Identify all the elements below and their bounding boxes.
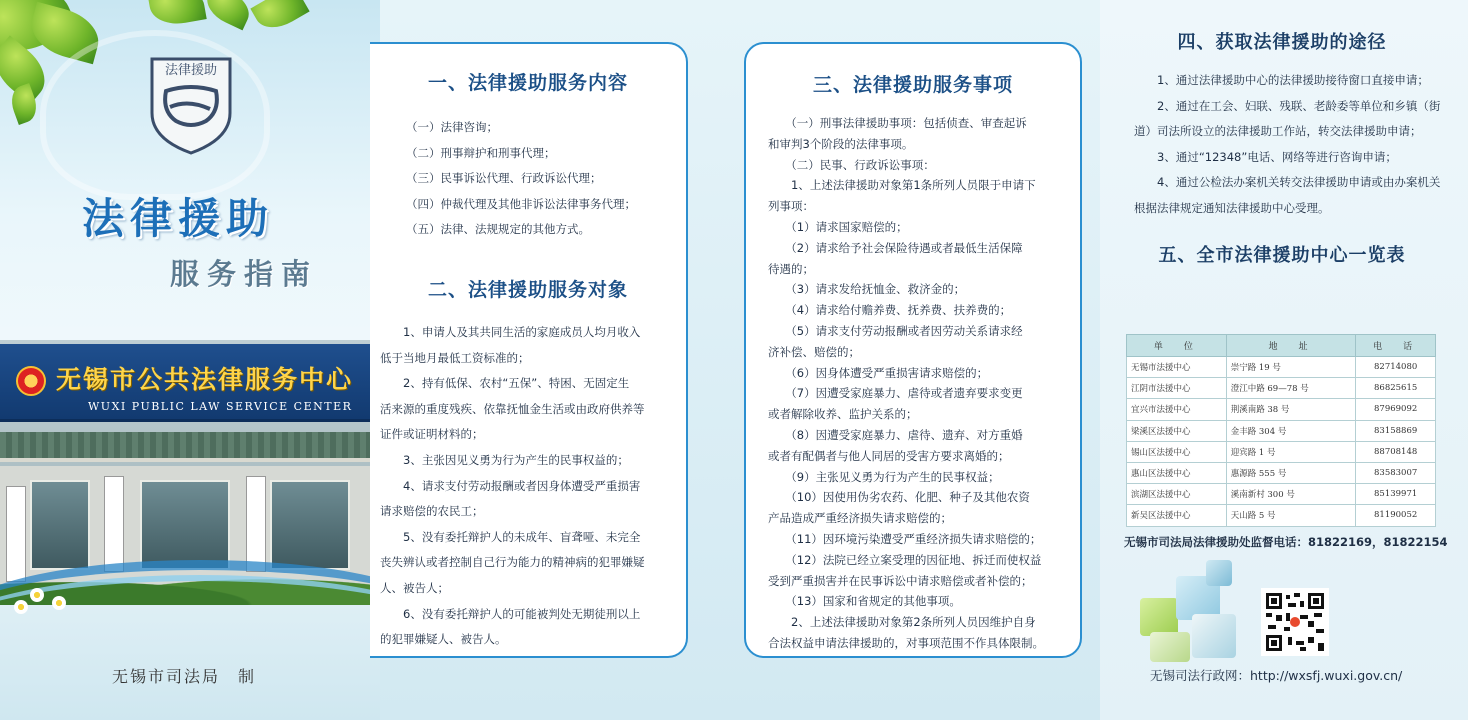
sign-chinese-text: 无锡市公共法律服务中心	[56, 365, 354, 394]
body-line: 2、上述法律援助对象第2条所列人员因维护自身	[768, 615, 1036, 630]
section-card-1-2	[370, 42, 688, 658]
body-line: 活来源的重度残疾、依靠抚恤金生活或由政府供养等	[380, 401, 645, 416]
cell-address: 溪南新村 300 号	[1226, 484, 1356, 505]
cube-decoration	[1192, 614, 1236, 658]
cell-address: 澄江中路 69—78 号	[1226, 378, 1356, 399]
table-row	[1127, 505, 1436, 526]
roof-tiles	[0, 432, 380, 462]
cover-title: 法律援助	[82, 194, 275, 243]
list-item: （二）刑事辩护和刑事代理；	[406, 145, 556, 160]
leaf-decoration	[250, 0, 309, 36]
body-line: 或者解除收养、监护关系的；	[768, 407, 918, 422]
cell-phone: 81190052	[1356, 505, 1436, 526]
body-line: 证件或证明材料的；	[380, 427, 484, 442]
qr-code-icon	[1261, 588, 1329, 656]
body-line: （3）请求发给抚恤金、救济金的；	[768, 282, 966, 297]
legal-aid-center-table	[1126, 334, 1436, 527]
column-header-unit: 单 位	[1127, 335, 1227, 357]
cell-phone: 83583007	[1356, 462, 1436, 483]
cell-address: 荆溪南路 38 号	[1226, 399, 1356, 420]
cell-phone: 85139971	[1356, 484, 1436, 505]
body-line: 1、上述法律援助对象第1条所列人员限于申请下	[768, 178, 1036, 193]
section2-title: 二、法律援助服务对象	[427, 278, 628, 301]
cover-subtitle: 服务指南	[170, 257, 319, 291]
legal-aid-emblem	[148, 55, 234, 155]
section4-title: 四、获取法律援助的途径	[1177, 32, 1387, 53]
section4-block	[1112, 28, 1452, 267]
cell-address: 崇宁路 19 号	[1226, 357, 1356, 378]
table-row	[1127, 420, 1436, 441]
column-header-phone: 电 话	[1356, 335, 1436, 357]
body-line: （9）主张见义勇为行为产生的民事权益；	[768, 469, 1000, 484]
body-paragraph: 3、通过“12348”电话、网络等进行咨询申请；	[1134, 149, 1397, 164]
body-line: （8）因遭受家庭暴力、虐待、遗弃、对方重婚	[768, 427, 1023, 442]
plaque	[104, 476, 124, 572]
supervision-hotline: 无锡市司法局法律援助处监督电话：81822169，81822154	[1124, 535, 1448, 549]
cover-panel	[0, 0, 380, 720]
body-line: 和审判3个阶段的法律事项。	[768, 136, 914, 151]
cell-phone: 88708148	[1356, 441, 1436, 462]
section1-title: 一、法律援助服务内容	[427, 72, 628, 94]
body-line: 人、被告人；	[380, 580, 449, 595]
leaf-decoration	[201, 0, 255, 30]
cell-unit: 宜兴市法援中心	[1127, 399, 1227, 420]
list-item: （三）民事诉讼代理、行政诉讼代理；	[406, 171, 602, 186]
cell-unit: 锡山区法援中心	[1127, 441, 1227, 462]
table-row	[1127, 399, 1436, 420]
website-link[interactable]: 无锡司法行政网：http://wxsfj.wuxi.gov.cn/	[1150, 668, 1403, 683]
body-line: （5）请求支付劳动报酬或者因劳动关系请求经	[768, 323, 1023, 338]
body-line: 1、申请人及其共同生活的家庭成员人均月收入	[380, 324, 641, 339]
cell-address: 金丰路 304 号	[1226, 420, 1356, 441]
building-sign	[0, 344, 380, 422]
body-line: 待遇的；	[768, 261, 814, 276]
body-line: （1）请求国家赔偿的；	[768, 219, 908, 234]
cell-unit: 惠山区法援中心	[1127, 462, 1227, 483]
list-item: （四）仲裁代理及其他非诉讼法律事务代理；	[406, 196, 636, 211]
body-line: 请求赔偿的农民工；	[380, 504, 484, 519]
publisher-credit: 无锡市司法局 制	[112, 667, 257, 686]
body-line: 3、主张因见义勇为行为产生的民事权益的；	[380, 452, 629, 467]
entrance-door	[140, 480, 230, 570]
section4-body	[1112, 68, 1452, 221]
cell-phone: 82714080	[1356, 357, 1436, 378]
body-line: （13）国家和省规定的其他事项。	[768, 594, 961, 609]
section3-body	[746, 113, 1080, 654]
emblem-label: 法律援助	[164, 63, 217, 78]
body-line: （7）因遭受家庭暴力、虐待或者遗弃要求变更	[768, 386, 1023, 401]
window	[30, 480, 90, 570]
flower-decoration	[14, 600, 28, 614]
body-line: 4、请求支付劳动报酬或者因身体遭受严重损害	[380, 478, 641, 493]
column-header-address: 地 址	[1226, 335, 1356, 357]
cell-unit: 无锡市法援中心	[1127, 357, 1227, 378]
cell-address: 迎宾路 1 号	[1226, 441, 1356, 462]
body-line: （2）请求给予社会保险待遇或者最低生活保障	[768, 240, 1023, 255]
body-line: 的犯罪嫌疑人、被告人。	[380, 632, 507, 647]
body-line: 5、没有委托辩护人的未成年、盲聋哑、未完全	[380, 529, 641, 544]
body-line: 2、持有低保、农村“五保”、特困、无固定生	[380, 376, 630, 391]
table-header-row	[1127, 335, 1436, 357]
body-paragraph: 4、通过公检法办案机关转交法律援助申请或由办案机关根据法律规定通知法律援助中心受理。	[1134, 175, 1441, 215]
section1-list	[370, 115, 686, 243]
table-row	[1127, 441, 1436, 462]
body-line: （11）因环境污染遭受严重经济损失请求赔偿的；	[768, 531, 1042, 546]
list-item: （一）法律咨询；	[406, 120, 498, 134]
body-line: 6、没有委托辩护人的可能被判处无期徒刑以上	[380, 606, 641, 621]
cell-phone: 86825615	[1356, 378, 1436, 399]
table-row	[1127, 484, 1436, 505]
cube-decoration	[1140, 598, 1178, 636]
body-line: （10）因使用伪劣农药、化肥、种子及其他农资	[768, 490, 1030, 505]
body-paragraph: 1、通过法律援助中心的法律援助接待窗口直接申请；	[1134, 73, 1429, 87]
cell-address: 惠源路 555 号	[1226, 462, 1356, 483]
body-line: 丧失辨认或者控制自己行为能力的精神病的犯罪嫌疑	[380, 555, 645, 570]
body-line: 济补偿、赔偿的；	[768, 344, 860, 359]
window	[270, 480, 350, 570]
body-line: （6）因身体遭受严重损害请求赔偿的；	[768, 365, 989, 380]
cell-phone: 87969092	[1356, 399, 1436, 420]
body-line: 或者有配偶者与他人同居的受害方要求离婚的；	[768, 448, 1010, 463]
flower-decoration	[30, 588, 44, 602]
table-row	[1127, 378, 1436, 399]
cell-unit: 梁溪区法援中心	[1127, 420, 1227, 441]
cell-address: 天山路 5 号	[1226, 505, 1356, 526]
cube-decoration	[1206, 560, 1232, 586]
body-line: 受到严重损害并在民事诉讼中请求赔偿或者补偿的；	[768, 573, 1033, 588]
table-row	[1127, 357, 1436, 378]
body-line: 低于当地月最低工资标准的；	[380, 350, 530, 365]
body-line: （12）法院已经立案受理的因征地、拆迁而使权益	[768, 552, 1042, 567]
flower-decoration	[52, 596, 66, 610]
cell-unit: 新吴区法援中心	[1127, 505, 1227, 526]
section2-body	[370, 320, 686, 653]
table-row	[1127, 462, 1436, 483]
section5-title: 五、全市法律援助中心一览表	[1158, 245, 1406, 266]
section3-title: 三、法律援助服务事项	[812, 74, 1013, 96]
body-paragraph: 2、通过在工会、妇联、残联、老龄委等单位和乡镇（街道）司法所设立的法律援助工作站，转交法律援助申请；	[1134, 98, 1441, 138]
qr-code-graphic	[1264, 591, 1326, 653]
body-line: （一）刑事法律援助事项：包括侦查、审查起诉	[768, 116, 1027, 130]
cube-decoration	[1150, 632, 1190, 662]
section-card-3	[744, 42, 1082, 658]
national-emblem-icon	[16, 366, 46, 396]
body-line: 合法权益申请法律援助的，对事项范围不作具体限制。	[768, 635, 1044, 650]
cell-phone: 83158869	[1356, 420, 1436, 441]
body-line: （4）请求给付赡养费、抚养费、扶养费的；	[768, 303, 1012, 318]
sign-english-text: WUXI PUBLIC LAW SERVICE CENTER	[88, 400, 353, 413]
plaque	[246, 476, 266, 572]
leaf-decoration	[147, 0, 206, 28]
cell-unit: 江阴市法援中心	[1127, 378, 1227, 399]
list-item: （五）法律、法规规定的其他方式。	[406, 222, 590, 237]
body-line: 列事项：	[768, 199, 814, 214]
cell-unit: 滨湖区法援中心	[1127, 484, 1227, 505]
body-line: 产品造成严重经济损失请求赔偿的；	[768, 511, 952, 526]
body-line: （二）民事、行政诉讼事项：	[768, 157, 935, 172]
